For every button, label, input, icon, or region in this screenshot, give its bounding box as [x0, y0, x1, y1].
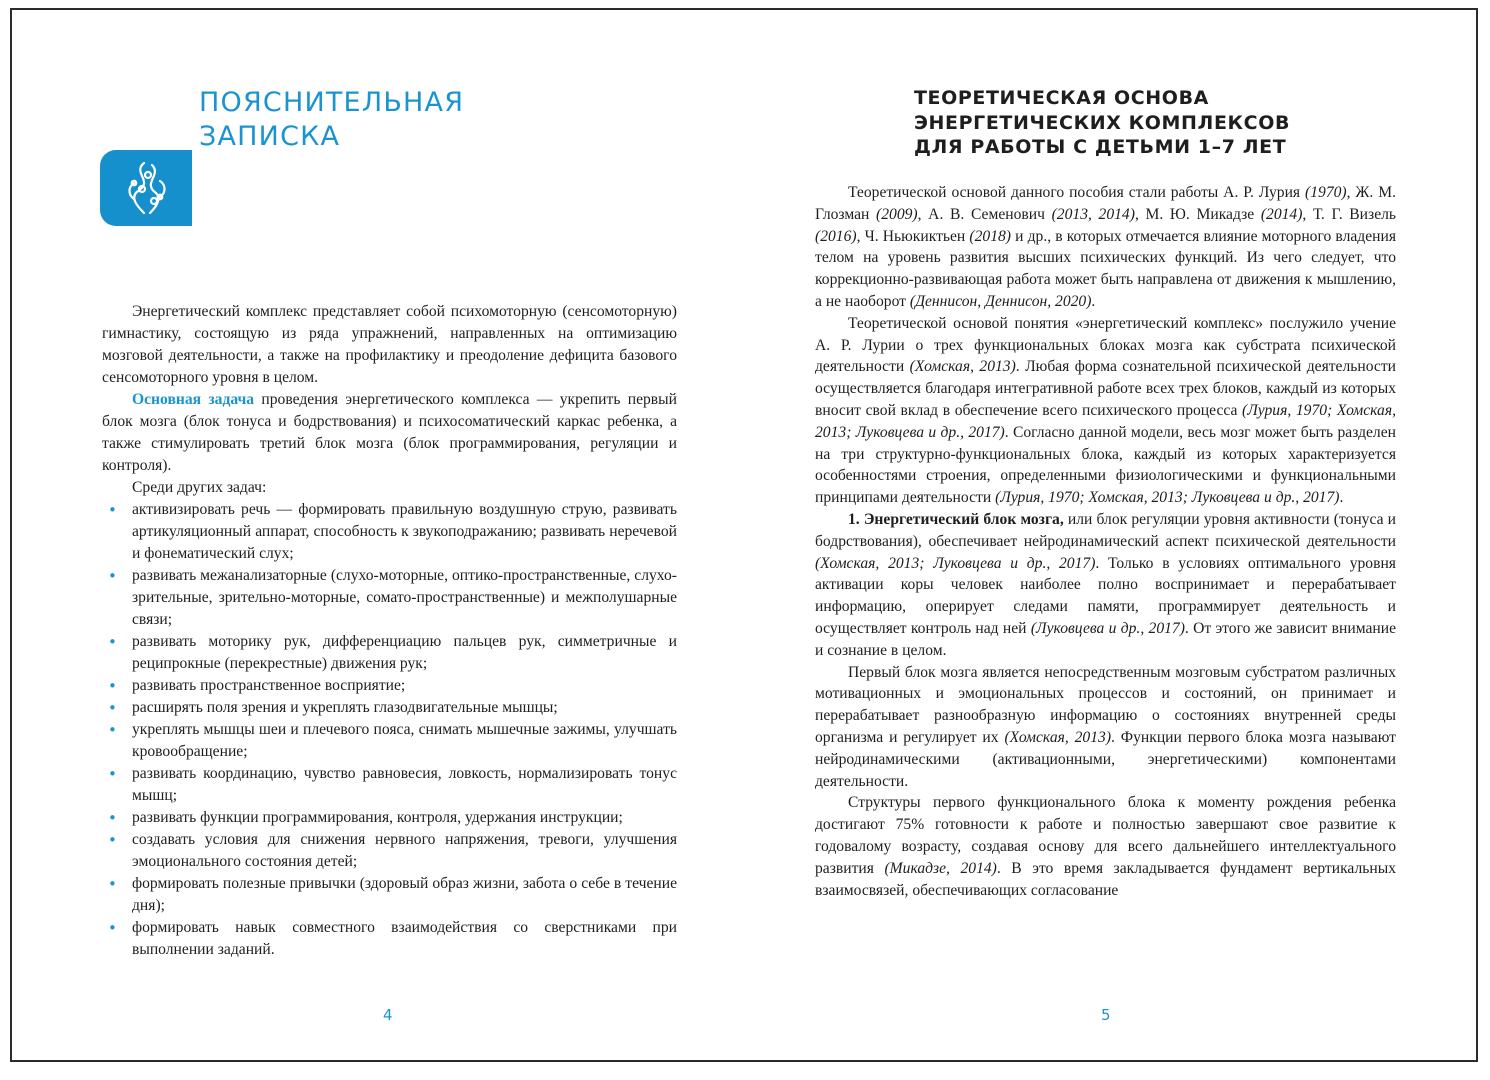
bullet-dot-icon: •	[108, 699, 117, 717]
list-item	[102, 499, 677, 565]
page-number: 4	[383, 1006, 393, 1024]
bullet-dot-icon: •	[108, 831, 117, 849]
theoretical-basis-body	[815, 182, 1396, 901]
text-run: . Функции первого блока мозга называют нейродинамическими (активационными, энергетическими) компонентами деятельности.	[815, 728, 1396, 790]
list-item-text: формировать навык совместного взаимодействия со сверстниками при выполнении заданий.	[132, 919, 677, 958]
text-run: . От этого же зависит внимание и сознание в целом.	[815, 619, 1396, 659]
explanatory-note-body	[102, 301, 677, 961]
book-spread	[10, 8, 1478, 1062]
list-item-text: развивать пространственное восприятие;	[132, 677, 406, 694]
list-item-text: развивать функции программирования, контроля, удержания инструкции;	[132, 809, 623, 826]
body-paragraph	[815, 662, 1396, 793]
text-run: . В это время закладывается фундамент вертикальных взаимосвязей, обеспечивающих согласование	[815, 859, 1397, 899]
citation: (Хомская, 2013)	[909, 358, 1016, 376]
heading-line: ЭНЕРГЕТИЧЕСКИХ КОМПЛЕКСОВ	[914, 111, 1291, 134]
text-run: .	[1091, 292, 1096, 310]
citation: (Хомская, 2013; Луковцева и др., 2017)	[815, 554, 1096, 572]
citation: (2016)	[815, 227, 857, 245]
section-heading-theoretical-basis	[914, 86, 1290, 160]
citation: (Луковцева и др., 2017)	[1030, 619, 1185, 637]
other-tasks-intro: Среди других задач:	[132, 479, 267, 496]
bullet-dot-icon: •	[108, 765, 117, 783]
body-paragraph	[815, 792, 1396, 901]
list-item	[102, 631, 677, 675]
page-number: 5	[1101, 1006, 1111, 1024]
list-item-text: расширять поля зрения и укреплять глазодвигательные мышцы;	[132, 699, 558, 716]
list-item-text: активизировать речь — формировать правильную воздушную струю, развивать артикуляционный аппарат, способность к звукоподражанию; развивать неречевой и фонематический слух;	[132, 501, 677, 562]
list-item-text: развивать межанализаторные (слухо-моторные, оптико-пространственные, слухо-зрительные, зрительно-моторные, сомато-пространственные) и межполушарные связи;	[132, 567, 677, 628]
heading-line: ТЕОРЕТИЧЕСКАЯ ОСНОВА	[914, 87, 1209, 109]
tasks-list	[102, 499, 677, 961]
citation: (Деннисон, Деннисон, 2020)	[909, 292, 1092, 310]
main-task-text: проведения энергетического комплекса — укрепить первый блок мозга (блок тонуса и бодрствования) и психосоматический каркас ребенка, а также стимулировать третий блок мозга (блок программирования, регуляции и контроля).	[102, 391, 677, 474]
citation: (Лурия, 1970; Хомская, 2013; Луковцева и др., 2017)	[815, 401, 1396, 441]
heading-line: ДЛЯ РАБОТЫ С ДЕТЬМИ 1–7 ЛЕТ	[914, 136, 1287, 158]
text-run: Структуры первого функционального блока к моменту рождения ребенка достигают 75% готовности к работе и полностью завершают свое развитие к годовалому возрасту, создавая основу для всего дальнейшего интеллектуального развития	[815, 794, 1396, 877]
list-item-text: развивать моторику рук, дифференциацию пальцев рук, симметричные и реципрокные (перекрестные) движения рук;	[132, 633, 677, 672]
list-item	[102, 917, 677, 961]
text-run: , А. В. Семенович	[917, 205, 1052, 223]
citation: (2018)	[969, 227, 1011, 245]
text-run: .	[1339, 489, 1344, 507]
bullet-dot-icon: •	[108, 809, 117, 827]
text-run: , М. Ю. Микадзе	[1134, 205, 1261, 223]
citation: (2009)	[876, 205, 918, 223]
body-paragraph	[815, 182, 1396, 313]
list-item	[102, 719, 677, 763]
main-task-label: Основная задача	[132, 391, 255, 408]
right-page	[742, 10, 1476, 1060]
bullet-dot-icon: •	[108, 633, 117, 651]
bullet-dot-icon: •	[108, 721, 117, 739]
list-item	[102, 807, 677, 829]
main-task-paragraph	[102, 389, 677, 477]
text-run: , Ж. М. Глозман	[815, 184, 1396, 223]
list-item	[102, 697, 677, 719]
bullet-dot-icon: •	[108, 875, 117, 893]
text-run: и др., в которых отмечается влияние моторного владения телом на уровень развития высших психических функций. Из чего следует, что коррекционно-развивающая работа может быть направлена от движения к мышлению, а не наоборот	[815, 227, 1396, 310]
bullet-dot-icon: •	[108, 919, 117, 937]
list-item-text: создавать условия для снижения нервного напряжения, тревоги, улучшения эмоционального состояния детей;	[132, 831, 677, 870]
text-run: Теоретической основой данного пособия стали работы А. Р. Лурия	[848, 184, 1306, 201]
left-page	[12, 10, 742, 1060]
list-item	[102, 763, 677, 807]
body-paragraph	[815, 509, 1396, 662]
list-item-text: формировать полезные привычки (здоровый образ жизни, забота о себе в течение дня);	[132, 875, 677, 914]
text-run: или блок регуляции уровня активности (тонуса и бодрствования), обеспечивает нейродинамический аспект психической деятельности	[815, 510, 1396, 550]
text-run: . Любая форма сознательной психической деятельности осуществляется благодаря интегративной работе всех трех блоков, каждый из которых вносит свой вклад в обеспечение всего психического процесса	[815, 358, 1396, 419]
text-run: . Согласно данной модели, весь мозг может быть разделен на три структурно-функциональных блока, каждый из которых характеризуется особенностями строения, определенными физиологическими и функциональными принципами деятельности	[815, 423, 1396, 507]
block-title: 1. Энергетический блок мозга,	[848, 510, 1064, 528]
text-run: . Только в условиях оптимального уровня активации коры человек наиболее полно воспринимает и перерабатывает информацию, оперирует следами памяти, программирует деятельность и осуществляет контроль над ней	[815, 554, 1396, 637]
list-item-text: укреплять мышцы шеи и плечевого пояса, снимать мышечные зажимы, улучшать кровообращение;	[132, 721, 677, 760]
brain-neuron-icon	[122, 159, 170, 217]
citation: (1970)	[1305, 184, 1347, 201]
body-paragraph	[815, 313, 1396, 509]
list-item-text: развивать координацию, чувство равновесия, ловкость, нормализировать тонус мышц;	[132, 765, 677, 804]
citation: (Микадзе, 2014)	[884, 859, 997, 877]
text-run: , Ч. Ньюкиктьен	[856, 227, 970, 245]
list-item	[102, 873, 677, 917]
heading-line: ЗАПИСКА	[199, 121, 341, 152]
text-run: Первый блок мозга является непосредственным мозговым субстратом различных мотивационных и эмоциональных процессов и состояний, он принимает и перерабатывает разнообразную информацию о состояниях внутренней среды организма и регулирует их	[815, 663, 1396, 746]
bullet-dot-icon: •	[108, 567, 117, 585]
citation: (2014)	[1260, 205, 1303, 223]
text-run: , Т. Г. Визель	[1302, 205, 1397, 223]
text-run: Теоретической основой понятия «энергетический комплекс» послужило учение А. Р. Лурии о трех функциональных блоках мозга как субстрата психической деятельности	[815, 314, 1396, 376]
citation: (Лурия, 1970; Хомская, 2013; Луковцева и др., 2017)	[995, 489, 1340, 507]
bullet-dot-icon: •	[108, 501, 117, 519]
citation: (2013, 2014)	[1051, 205, 1135, 223]
list-item	[102, 565, 677, 631]
list-item	[102, 675, 677, 697]
citation: (Хомская, 2013)	[1004, 728, 1112, 746]
bullet-dot-icon: •	[108, 677, 117, 695]
heading-line: ПОЯСНИТЕЛЬНАЯ	[199, 87, 465, 118]
section-heading-explanatory-note	[199, 86, 464, 154]
intro-paragraph: Энергетический комплекс представляет собой психомоторную (сенсомоторную) гимнастику, состоящую из ряда упражнений, направленных на оптимизацию мозговой деятельности, а также на профилактику и преодоление дефицита базового сенсомоторного уровня в целом.	[102, 303, 677, 386]
section-logo-badge	[100, 150, 192, 226]
list-item	[102, 829, 677, 873]
